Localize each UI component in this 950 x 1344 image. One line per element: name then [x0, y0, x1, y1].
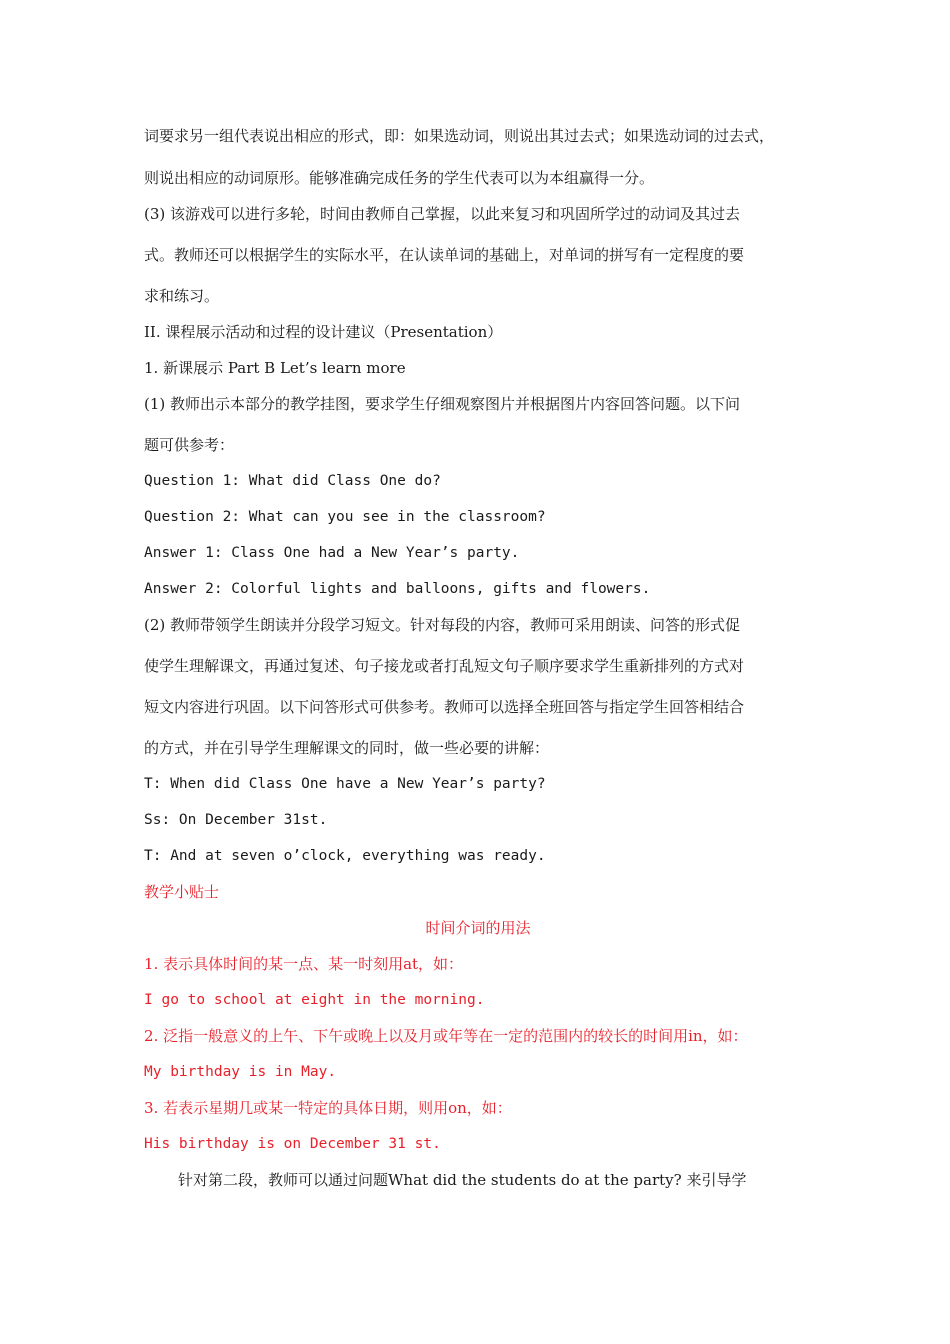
paragraph-line: (1) 教师出示本部分的教学挂图，要求学生仔细观察图片并根据图片内容回答问题。以下问 [144, 395, 741, 413]
paragraph-line: 短文内容进行巩固。以下问答形式可供参考。教师可以选择全班回答与指定学生回答相结合 [144, 698, 745, 716]
paragraph-line: 针对第二段，教师可以通过问题What did the students do at the party? 来引导学 [178, 1171, 747, 1189]
paragraph-line: 词要求另一组代表说出相应的形式，即：如果选动词，则说出其过去式；如果选动词的过去式， [144, 127, 775, 145]
paragraph-line: 使学生理解课文，再通过复述、句子接龙或者打乱短文句子顺序要求学生重新排列的方式对 [144, 657, 745, 675]
answer-line: Answer 2: Colorful lights and balloons, gifts and flowers. [144, 581, 651, 597]
sub-heading: 1. 新课展示 Part B Let’s learn more [144, 359, 406, 377]
question-line: Question 1: What did Class One do? [144, 473, 441, 489]
paragraph-line: 求和练习。 [144, 287, 220, 305]
dialogue-line: Ss: On December 31st. [144, 812, 328, 828]
tips-title: 时间介词的用法 [425, 919, 531, 937]
tips-label: 教学小贴士 [144, 883, 220, 901]
paragraph-line: 式。教师还可以根据学生的实际水平，在认读单词的基础上，对单词的拼写有一定程度的要 [144, 246, 745, 264]
paragraph-line: 题可供参考： [144, 436, 235, 454]
dialogue-line: T: And at seven o’clock, everything was ready. [144, 848, 546, 864]
paragraph-line: 则说出相应的动词原形。能够准确完成任务的学生代表可以为本组赢得一分。 [144, 169, 655, 187]
question-line: Question 2: What can you see in the classroom? [144, 509, 546, 525]
tip-rule: 1. 表示具体时间的某一点、某一时刻用at，如： [144, 955, 464, 973]
answer-line: Answer 1: Class One had a New Year’s party. [144, 545, 520, 561]
tip-example: I go to school at eight in the morning. [144, 992, 485, 1008]
tip-rule: 2. 泛指一般意义的上午、下午或晚上以及月或年等在一定的范围内的较长的时间用in，如： [144, 1027, 748, 1045]
tip-rule: 3. 若表示星期几或某一特定的具体日期，则用on，如： [144, 1099, 512, 1117]
paragraph-line: (3) 该游戏可以进行多轮，时间由教师自己掌握，以此来复习和巩固所学过的动词及其过去 [144, 205, 741, 223]
tip-example: His birthday is on December 31 st. [144, 1136, 441, 1152]
dialogue-line: T: When did Class One have a New Year’s party? [144, 776, 546, 792]
section-heading: II. 课程展示活动和过程的设计建议（Presentation） [144, 323, 503, 341]
paragraph-line: (2) 教师带领学生朗读并分段学习短文。针对每段的内容，教师可采用朗读、问答的形式促 [144, 616, 741, 634]
paragraph-line: 的方式，并在引导学生理解课文的同时，做一些必要的讲解： [144, 739, 550, 757]
tip-example: My birthday is in May. [144, 1064, 337, 1080]
